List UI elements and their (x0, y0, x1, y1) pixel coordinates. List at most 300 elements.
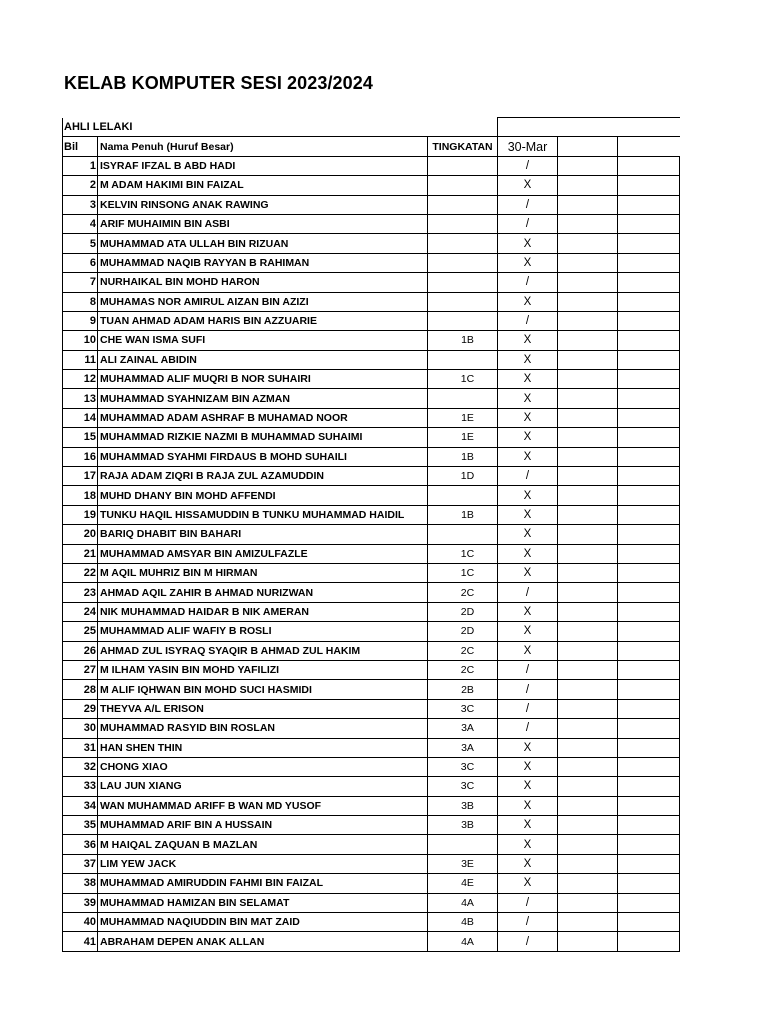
table-row (63, 350, 680, 369)
cell-level[interactable] (428, 253, 498, 272)
table-row (63, 757, 680, 776)
cell-bil[interactable]: 6 (63, 253, 98, 272)
cell-bil[interactable]: 3 (63, 195, 98, 214)
table-row (63, 680, 680, 699)
cell-bil[interactable]: 40 (63, 913, 98, 932)
cell-empty[interactable] (558, 680, 618, 699)
cell-level[interactable] (428, 486, 498, 505)
cell-bil[interactable]: 10 (63, 331, 98, 350)
table-row (63, 913, 680, 932)
cell-empty[interactable] (618, 389, 680, 408)
cell-name[interactable]: TUNKU HAQIL HISSAMUDDIN B TUNKU MUHAMMAD HAIDIL (98, 505, 428, 524)
cell-empty[interactable] (618, 602, 680, 621)
table-row (63, 719, 680, 738)
table-row (63, 854, 680, 873)
cell-empty[interactable] (618, 893, 680, 912)
cell-empty[interactable] (558, 796, 618, 815)
cell-level[interactable] (428, 389, 498, 408)
table-row (63, 370, 680, 389)
cell-bil[interactable]: 17 (63, 467, 98, 486)
cell-empty[interactable] (618, 273, 680, 292)
cell-name[interactable]: HAN SHEN THIN (98, 738, 428, 757)
cell-name[interactable]: CHE WAN ISMA SUFI (98, 331, 428, 350)
cell-level[interactable] (428, 156, 498, 175)
cell-empty[interactable] (618, 428, 680, 447)
cell-level[interactable]: 3E (428, 854, 498, 873)
cell-bil[interactable]: 19 (63, 505, 98, 524)
header-row (63, 137, 680, 156)
cell-empty[interactable] (618, 699, 680, 718)
cell-level[interactable]: 2C (428, 660, 498, 679)
cell-empty[interactable] (618, 680, 680, 699)
cell-level[interactable] (428, 195, 498, 214)
table-row (63, 253, 680, 272)
cell-empty[interactable] (618, 796, 680, 815)
cell-empty[interactable] (618, 447, 680, 466)
cell-empty[interactable] (558, 525, 618, 544)
cell-level[interactable]: 3A (428, 719, 498, 738)
table-row (63, 874, 680, 893)
cell-bil[interactable]: 23 (63, 583, 98, 602)
table-row (63, 428, 680, 447)
cell-level[interactable] (428, 525, 498, 544)
cell-name[interactable]: MUHAMMAD AMSYAR BIN AMIZULFAZLE (98, 544, 428, 563)
cell-level[interactable]: 1C (428, 370, 498, 389)
cell-bil[interactable]: 27 (63, 660, 98, 679)
table-row (63, 467, 680, 486)
cell-level[interactable]: 4A (428, 932, 498, 951)
cell-level[interactable]: 1E (428, 428, 498, 447)
cell-empty[interactable] (618, 777, 680, 796)
cell-empty[interactable] (558, 757, 618, 776)
cell-level[interactable] (428, 176, 498, 195)
cell-attendance[interactable]: X (498, 350, 558, 369)
cell-bil[interactable]: 25 (63, 622, 98, 641)
cell-empty[interactable] (618, 913, 680, 932)
cell-attendance[interactable]: X (498, 563, 558, 582)
cell-empty[interactable] (618, 835, 680, 854)
cell-name[interactable]: MUHAMMAD NAQIB RAYYAN B RAHIMAN (98, 253, 428, 272)
cell-level[interactable]: 3C (428, 699, 498, 718)
cell-level[interactable]: 4A (428, 893, 498, 912)
cell-empty[interactable] (618, 738, 680, 757)
table-row (63, 796, 680, 815)
cell-level[interactable] (428, 350, 498, 369)
cell-attendance[interactable]: X (498, 389, 558, 408)
cell-name[interactable]: RAJA ADAM ZIQRI B RAJA ZUL AZAMUDDIN (98, 467, 428, 486)
cell-level[interactable]: 2B (428, 680, 498, 699)
cell-bil[interactable]: 9 (63, 311, 98, 330)
cell-empty[interactable] (558, 816, 618, 835)
cell-bil[interactable]: 8 (63, 292, 98, 311)
cell-attendance[interactable]: / (498, 680, 558, 699)
cell-name[interactable]: MUHAMMAD SYAHMI FIRDAUS B MOHD SUHAILI (98, 447, 428, 466)
cell-name[interactable]: AHMAD ZUL ISYRAQ SYAQIR B AHMAD ZUL HAKIM (98, 641, 428, 660)
cell-name[interactable]: MUHAMMAD ADAM ASHRAF B MUHAMAD NOOR (98, 408, 428, 427)
table-row (63, 602, 680, 621)
cell-empty[interactable] (618, 505, 680, 524)
cell-bil[interactable]: 12 (63, 370, 98, 389)
table-row (63, 214, 680, 233)
cell-attendance[interactable]: / (498, 156, 558, 175)
cell-attendance[interactable]: X (498, 370, 558, 389)
cell-attendance[interactable]: X (498, 757, 558, 776)
cell-empty[interactable] (558, 311, 618, 330)
cell-level[interactable]: 2C (428, 583, 498, 602)
cell-empty[interactable] (558, 777, 618, 796)
cell-empty[interactable] (558, 292, 618, 311)
cell-empty[interactable] (618, 854, 680, 873)
cell-attendance[interactable]: X (498, 816, 558, 835)
cell-attendance[interactable]: / (498, 719, 558, 738)
cell-empty[interactable] (618, 176, 680, 195)
table-row (63, 273, 680, 292)
cell-empty[interactable] (618, 660, 680, 679)
table-row (63, 331, 680, 350)
cell-name[interactable]: NURHAIKAL BIN MOHD HARON (98, 273, 428, 292)
table-row (63, 234, 680, 253)
cell-level[interactable]: 1D (428, 467, 498, 486)
cell-level[interactable]: 1E (428, 408, 498, 427)
cell-empty[interactable] (618, 932, 680, 951)
cell-empty[interactable] (558, 913, 618, 932)
cell-name[interactable]: MUHAMMAD ATA ULLAH BIN RIZUAN (98, 234, 428, 253)
cell-name[interactable]: MUHD DHANY BIN MOHD AFFENDI (98, 486, 428, 505)
cell-name[interactable]: MUHAMMAD ARIF BIN A HUSSAIN (98, 816, 428, 835)
cell-bil[interactable]: 31 (63, 738, 98, 757)
cell-empty[interactable] (558, 214, 618, 233)
table-row (63, 699, 680, 718)
cell-attendance[interactable]: X (498, 525, 558, 544)
cell-empty[interactable] (558, 622, 618, 641)
cell-empty[interactable] (558, 699, 618, 718)
cell-level[interactable]: 1B (428, 331, 498, 350)
cell-bil[interactable]: 32 (63, 757, 98, 776)
group-empty-cell[interactable] (428, 118, 498, 137)
cell-name[interactable]: NIK MUHAMMAD HAIDAR B NIK AMERAN (98, 602, 428, 621)
cell-attendance[interactable]: / (498, 913, 558, 932)
attendance-table (62, 117, 680, 952)
cell-attendance[interactable]: X (498, 738, 558, 757)
cell-empty[interactable] (618, 311, 680, 330)
cell-empty[interactable] (558, 195, 618, 214)
cell-empty[interactable] (618, 370, 680, 389)
cell-bil[interactable]: 33 (63, 777, 98, 796)
cell-level[interactable] (428, 273, 498, 292)
cell-level[interactable]: 4E (428, 874, 498, 893)
cell-attendance[interactable]: X (498, 602, 558, 621)
cell-name[interactable]: M ADAM HAKIMI BIN FAIZAL (98, 176, 428, 195)
cell-empty[interactable] (558, 505, 618, 524)
table-row (63, 622, 680, 641)
cell-name[interactable]: M AQIL MUHRIZ BIN M HIRMAN (98, 563, 428, 582)
cell-empty[interactable] (558, 738, 618, 757)
cell-bil[interactable]: 4 (63, 214, 98, 233)
cell-level[interactable]: 2C (428, 641, 498, 660)
table-row (63, 777, 680, 796)
cell-name[interactable]: MUHAMMAD SYAHNIZAM BIN AZMAN (98, 389, 428, 408)
cell-name[interactable]: ABRAHAM DEPEN ANAK ALLAN (98, 932, 428, 951)
cell-bil[interactable]: 20 (63, 525, 98, 544)
cell-empty[interactable] (558, 486, 618, 505)
cell-bil[interactable]: 21 (63, 544, 98, 563)
cell-name[interactable]: TUAN AHMAD ADAM HARIS BIN AZZUARIE (98, 311, 428, 330)
cell-attendance[interactable]: X (498, 176, 558, 195)
cell-level[interactable]: 2D (428, 602, 498, 621)
cell-attendance[interactable]: / (498, 311, 558, 330)
cell-name[interactable]: MUHAMMAD HAMIZAN BIN SELAMAT (98, 893, 428, 912)
cell-empty[interactable] (618, 544, 680, 563)
cell-empty[interactable] (618, 195, 680, 214)
cell-empty[interactable] (618, 525, 680, 544)
cell-attendance[interactable]: X (498, 447, 558, 466)
cell-attendance[interactable]: X (498, 854, 558, 873)
cell-empty[interactable] (558, 835, 618, 854)
sheet-title: KELAB KOMPUTER SESI 2023/2024 (64, 73, 374, 93)
cell-empty[interactable] (558, 544, 618, 563)
cell-name[interactable]: THEYVA A/L ERISON (98, 699, 428, 718)
cell-attendance[interactable]: X (498, 292, 558, 311)
cell-empty[interactable] (618, 719, 680, 738)
cell-bil[interactable]: 13 (63, 389, 98, 408)
cell-name[interactable]: LAU JUN XIANG (98, 777, 428, 796)
header-level[interactable]: TINGKATAN (428, 137, 498, 156)
cell-attendance[interactable]: X (498, 486, 558, 505)
cell-bil[interactable]: 29 (63, 699, 98, 718)
cell-attendance[interactable]: / (498, 893, 558, 912)
cell-attendance[interactable]: X (498, 253, 558, 272)
cell-name[interactable]: MUHAMMAD RIZKIE NAZMI B MUHAMMAD SUHAIMI (98, 428, 428, 447)
table-row (63, 176, 680, 195)
cell-name[interactable]: M ALIF IQHWAN BIN MOHD SUCI HASMIDI (98, 680, 428, 699)
cell-level[interactable]: 3B (428, 816, 498, 835)
cell-empty[interactable] (618, 563, 680, 582)
cell-name[interactable]: ALI ZAINAL ABIDIN (98, 350, 428, 369)
cell-level[interactable]: 3A (428, 738, 498, 757)
cell-empty[interactable] (558, 331, 618, 350)
cell-bil[interactable]: 35 (63, 816, 98, 835)
table-row (63, 505, 680, 524)
cell-empty[interactable] (558, 583, 618, 602)
cell-bil[interactable]: 18 (63, 486, 98, 505)
cell-empty[interactable] (618, 253, 680, 272)
cell-empty[interactable] (618, 757, 680, 776)
cell-bil[interactable]: 30 (63, 719, 98, 738)
cell-attendance[interactable]: / (498, 699, 558, 718)
cell-level[interactable] (428, 292, 498, 311)
cell-bil[interactable]: 7 (63, 273, 98, 292)
table-row (63, 816, 680, 835)
cell-empty[interactable] (558, 408, 618, 427)
cell-empty[interactable] (618, 292, 680, 311)
cell-name[interactable]: MUHAMMAD ALIF MUQRI B NOR SUHAIRI (98, 370, 428, 389)
cell-name[interactable]: M HAIQAL ZAQUAN B MAZLAN (98, 835, 428, 854)
cell-attendance[interactable]: X (498, 641, 558, 660)
cell-empty[interactable] (618, 583, 680, 602)
cell-bil[interactable]: 37 (63, 854, 98, 873)
cell-attendance[interactable]: / (498, 660, 558, 679)
cell-empty[interactable] (558, 234, 618, 253)
cell-bil[interactable]: 16 (63, 447, 98, 466)
cell-empty[interactable] (558, 447, 618, 466)
cell-empty[interactable] (618, 350, 680, 369)
group-empty-cell[interactable] (558, 118, 618, 137)
group-row (63, 118, 680, 137)
cell-attendance[interactable]: X (498, 622, 558, 641)
cell-empty[interactable] (558, 428, 618, 447)
table-row (63, 738, 680, 757)
header-empty-cell[interactable] (618, 137, 680, 156)
cell-name[interactable]: M ILHAM YASIN BIN MOHD YAFILIZI (98, 660, 428, 679)
cell-bil[interactable]: 1 (63, 156, 98, 175)
cell-level[interactable]: 1C (428, 563, 498, 582)
cell-empty[interactable] (558, 602, 618, 621)
header-bil[interactable]: Bil (63, 137, 98, 156)
cell-empty[interactable] (618, 156, 680, 175)
cell-attendance[interactable]: X (498, 835, 558, 854)
cell-level[interactable]: 3B (428, 796, 498, 815)
cell-empty[interactable] (558, 641, 618, 660)
cell-attendance[interactable]: X (498, 505, 558, 524)
cell-name[interactable]: MUHAMMAD RASYID BIN ROSLAN (98, 719, 428, 738)
cell-level[interactable]: 3C (428, 757, 498, 776)
cell-empty[interactable] (558, 156, 618, 175)
cell-empty[interactable] (618, 234, 680, 253)
cell-empty[interactable] (558, 273, 618, 292)
cell-empty[interactable] (618, 622, 680, 641)
cell-name[interactable]: KELVIN RINSONG ANAK RAWING (98, 195, 428, 214)
cell-bil[interactable]: 11 (63, 350, 98, 369)
cell-attendance[interactable]: X (498, 874, 558, 893)
table-row (63, 583, 680, 602)
cell-level[interactable] (428, 835, 498, 854)
cell-attendance[interactable]: / (498, 214, 558, 233)
cell-empty[interactable] (558, 660, 618, 679)
cell-attendance[interactable]: / (498, 583, 558, 602)
cell-empty[interactable] (558, 176, 618, 195)
table-row (63, 544, 680, 563)
cell-empty[interactable] (558, 253, 618, 272)
cell-empty[interactable] (558, 350, 618, 369)
cell-attendance[interactable]: / (498, 195, 558, 214)
cell-name[interactable]: ISYRAF IFZAL B ABD HADI (98, 156, 428, 175)
cell-attendance[interactable]: X (498, 234, 558, 253)
attendance-sheet (62, 117, 680, 952)
cell-level[interactable]: 1C (428, 544, 498, 563)
cell-name[interactable]: LIM YEW JACK (98, 854, 428, 873)
cell-bil[interactable]: 14 (63, 408, 98, 427)
cell-empty[interactable] (558, 389, 618, 408)
cell-level[interactable] (428, 234, 498, 253)
cell-attendance[interactable]: / (498, 467, 558, 486)
group-empty-cell[interactable] (618, 118, 680, 137)
cell-empty[interactable] (618, 331, 680, 350)
cell-bil[interactable]: 34 (63, 796, 98, 815)
cell-empty[interactable] (618, 816, 680, 835)
header-name[interactable]: Nama Penuh (Huruf Besar) (98, 137, 428, 156)
table-row (63, 389, 680, 408)
cell-empty[interactable] (558, 874, 618, 893)
cell-attendance[interactable]: / (498, 273, 558, 292)
table-row (63, 660, 680, 679)
cell-bil[interactable]: 28 (63, 680, 98, 699)
table-row (63, 292, 680, 311)
cell-bil[interactable]: 38 (63, 874, 98, 893)
cell-attendance[interactable]: X (498, 331, 558, 350)
cell-attendance[interactable]: X (498, 777, 558, 796)
cell-empty[interactable] (558, 563, 618, 582)
cell-attendance[interactable]: X (498, 796, 558, 815)
cell-level[interactable]: 4B (428, 913, 498, 932)
cell-bil[interactable]: 36 (63, 835, 98, 854)
cell-attendance[interactable]: X (498, 428, 558, 447)
header-date[interactable]: 30-Mar (498, 137, 558, 156)
cell-level[interactable] (428, 214, 498, 233)
cell-name[interactable]: MUHAMAS NOR AMIRUL AIZAN BIN AZIZI (98, 292, 428, 311)
cell-level[interactable] (428, 311, 498, 330)
cell-bil[interactable]: 39 (63, 893, 98, 912)
cell-name[interactable]: ARIF MUHAIMIN BIN ASBI (98, 214, 428, 233)
cell-empty[interactable] (618, 214, 680, 233)
table-row (63, 932, 680, 951)
cell-name[interactable]: MUHAMMAD ALIF WAFIY B ROSLI (98, 622, 428, 641)
cell-bil[interactable]: 2 (63, 176, 98, 195)
cell-bil[interactable]: 24 (63, 602, 98, 621)
cell-empty[interactable] (558, 854, 618, 873)
group-label[interactable]: AHLI LELAKI (63, 118, 428, 137)
cell-empty[interactable] (558, 719, 618, 738)
cell-attendance[interactable]: X (498, 408, 558, 427)
cell-bil[interactable]: 5 (63, 234, 98, 253)
cell-empty[interactable] (618, 467, 680, 486)
table-row (63, 525, 680, 544)
cell-name[interactable]: CHONG XIAO (98, 757, 428, 776)
table-row (63, 447, 680, 466)
cell-level[interactable]: 3C (428, 777, 498, 796)
cell-bil[interactable]: 41 (63, 932, 98, 951)
cell-level[interactable]: 1B (428, 505, 498, 524)
cell-empty[interactable] (618, 408, 680, 427)
cell-empty[interactable] (558, 467, 618, 486)
table-row (63, 486, 680, 505)
cell-name[interactable]: BARIQ DHABIT BIN BAHARI (98, 525, 428, 544)
table-row (63, 311, 680, 330)
cell-level[interactable]: 1B (428, 447, 498, 466)
cell-name[interactable]: WAN MUHAMMAD ARIFF B WAN MD YUSOF (98, 796, 428, 815)
cell-name[interactable]: MUHAMMAD AMIRUDDIN FAHMI BIN FAIZAL (98, 874, 428, 893)
cell-bil[interactable]: 26 (63, 641, 98, 660)
table-row (63, 195, 680, 214)
cell-empty[interactable] (618, 641, 680, 660)
table-row (63, 641, 680, 660)
cell-empty[interactable] (558, 370, 618, 389)
table-row (63, 835, 680, 854)
cell-bil[interactable]: 15 (63, 428, 98, 447)
cell-empty[interactable] (618, 874, 680, 893)
cell-name[interactable]: AHMAD AQIL ZAHIR B AHMAD NURIZWAN (98, 583, 428, 602)
group-date-cell[interactable] (498, 118, 558, 137)
cell-bil[interactable]: 22 (63, 563, 98, 582)
cell-attendance[interactable]: / (498, 932, 558, 951)
cell-empty[interactable] (618, 486, 680, 505)
header-empty-cell[interactable] (558, 137, 618, 156)
table-row (63, 408, 680, 427)
cell-empty[interactable] (558, 932, 618, 951)
cell-attendance[interactable]: X (498, 544, 558, 563)
cell-level[interactable]: 2D (428, 622, 498, 641)
cell-empty[interactable] (558, 893, 618, 912)
cell-name[interactable]: MUHAMMAD NAQIUDDIN BIN MAT ZAID (98, 913, 428, 932)
